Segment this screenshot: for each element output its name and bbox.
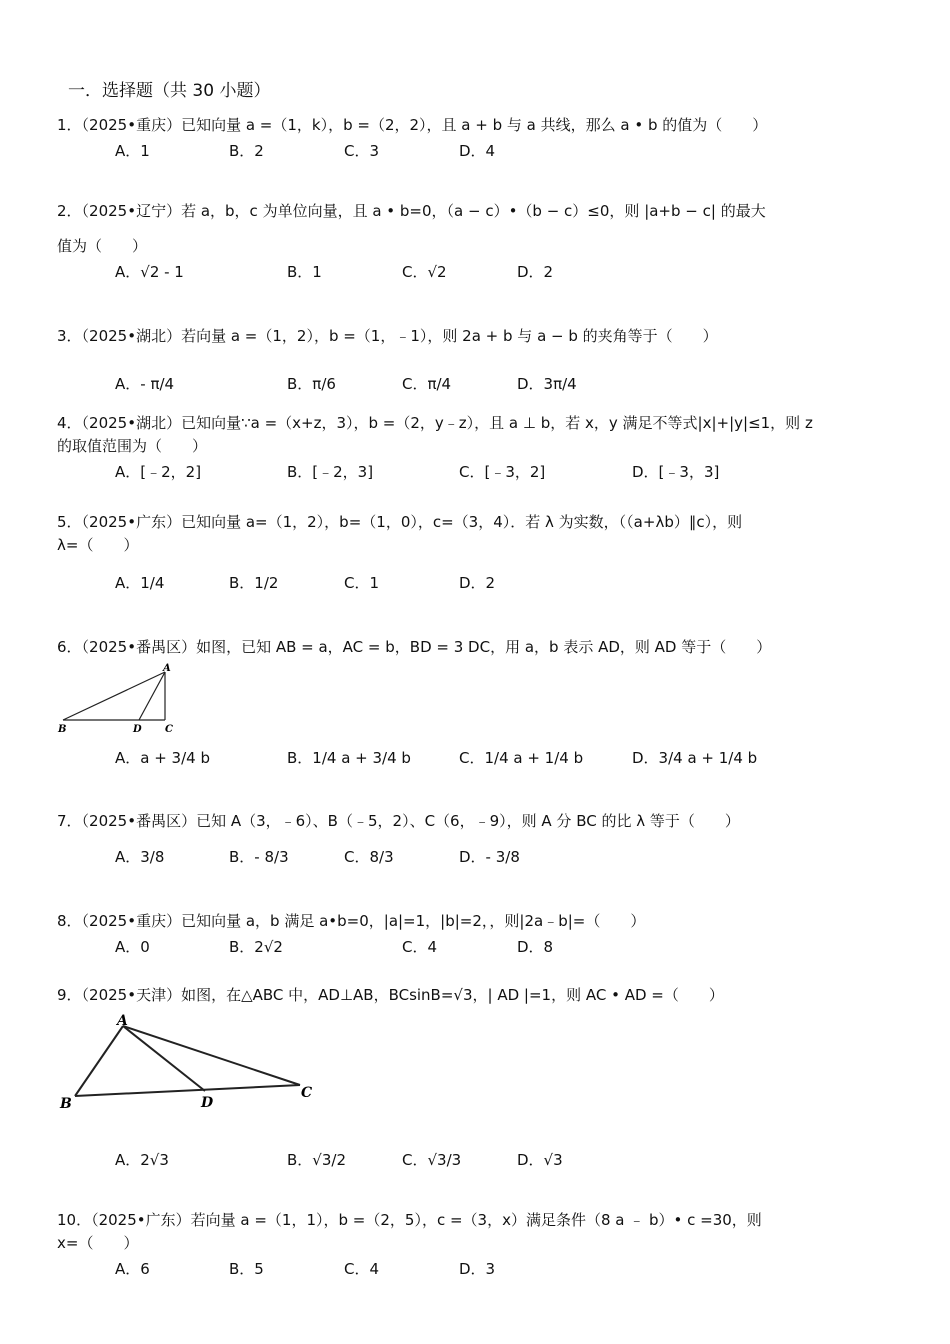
- segment-bc: [75, 1085, 300, 1096]
- option-d[interactable]: D．2: [517, 263, 554, 281]
- options: [57, 935, 897, 959]
- option-c[interactable]: C．1: [344, 574, 380, 592]
- question-6: [57, 636, 897, 659]
- option-d[interactable]: D．2: [459, 574, 496, 592]
- question-5: [57, 511, 897, 595]
- options: [57, 460, 897, 484]
- triangle-figure-q9: [55, 1012, 330, 1117]
- option-b[interactable]: B．√3/2: [287, 1151, 346, 1169]
- section-title: 一．选择题（共 30 小题）: [68, 81, 271, 101]
- option-c[interactable]: C．1/4 a + 1/4 b: [459, 749, 584, 767]
- option-c[interactable]: C．√2: [402, 263, 447, 281]
- option-a[interactable]: A．a + 3/4 b: [115, 749, 210, 767]
- option-a[interactable]: A．6: [115, 1260, 150, 1278]
- option-a[interactable]: A．3/8: [115, 848, 165, 866]
- stem-text: （2025•广东）若向量 a =（1，1），b =（2，5），c =（3，x）满足条件（8 a ﹣ b）• c =30，则: [91, 1211, 762, 1229]
- option-a[interactable]: A．2√3: [115, 1151, 169, 1169]
- question-stem: [57, 636, 897, 659]
- label-d: D: [133, 724, 142, 735]
- question-number: 9．: [57, 986, 82, 1004]
- segment-ba: [63, 672, 165, 720]
- label-b: B: [58, 724, 67, 735]
- option-b[interactable]: B．1/4 a + 3/4 b: [287, 749, 411, 767]
- option-a[interactable]: A．1: [115, 142, 150, 160]
- question-10: [57, 1209, 897, 1281]
- option-d[interactable]: D．3π/4: [517, 375, 577, 393]
- option-a[interactable]: A．[﹣2，2]: [115, 463, 202, 481]
- question-stem: [57, 412, 897, 458]
- option-c[interactable]: C．4: [402, 938, 438, 956]
- question-number: 6．: [57, 638, 82, 656]
- option-a[interactable]: A．√2 - 1: [115, 263, 184, 281]
- question-3: [57, 325, 897, 396]
- stem-text: （2025•辽宁）若 a，b，c 为单位向量，且 a • b=0，（a − c）•（b − c）≤0，则 |a+b − c| 的最大: [81, 202, 766, 220]
- stem-text: （2025•番禺区）如图，已知 AB = a，AC = b，BD = 3 DC，用 a，b 表示 AD，则 AD 等于（ ）: [81, 638, 772, 656]
- option-b[interactable]: B．[﹣2，3]: [287, 463, 374, 481]
- option-c[interactable]: C．8/3: [344, 848, 394, 866]
- stem-text-line-2: x=（ ）: [57, 1234, 139, 1252]
- options: [57, 372, 897, 396]
- option-b[interactable]: B．1/2: [229, 574, 279, 592]
- question-number: 8．: [57, 912, 82, 930]
- question-2: [57, 200, 897, 284]
- stem-text-line-2: 的取值范围为（ ）: [57, 437, 208, 455]
- question-stem: [57, 114, 897, 137]
- question-stem: [57, 511, 897, 557]
- options: [57, 139, 897, 163]
- label-a: A: [163, 663, 171, 674]
- label-b: B: [60, 1096, 72, 1112]
- option-a[interactable]: A．0: [115, 938, 150, 956]
- question-4: [57, 412, 897, 484]
- segment-ac: [123, 1026, 300, 1085]
- question-number: 3．: [57, 327, 82, 345]
- question-stem: [57, 984, 897, 1007]
- question-stem: [57, 200, 897, 258]
- option-d[interactable]: D．√3: [517, 1151, 563, 1169]
- stem-text: （2025•天津）如图，在△ABC 中，AD⊥AB，BCsinB=√3，| AD |=1，则 AC • AD =（ ）: [81, 986, 724, 1004]
- option-a[interactable]: A．1/4: [115, 574, 165, 592]
- option-b[interactable]: B．2: [229, 142, 264, 160]
- stem-text: （2025•重庆）已知向量 a，b 满足 a•b=0，|a|=1，|b|=2，，则|2a﹣b|=（ ）: [81, 912, 646, 930]
- option-c[interactable]: C．π/4: [402, 375, 452, 393]
- option-d[interactable]: D．- 3/8: [459, 848, 520, 866]
- label-c: C: [301, 1085, 313, 1101]
- option-c[interactable]: C．[﹣3，2]: [459, 463, 546, 481]
- option-b[interactable]: B．2√2: [229, 938, 283, 956]
- option-c[interactable]: C．4: [344, 1260, 380, 1278]
- label-a: A: [117, 1013, 128, 1029]
- question-number: 7．: [57, 812, 82, 830]
- option-d[interactable]: D．[﹣3，3]: [632, 463, 720, 481]
- question-6-options: [57, 744, 897, 770]
- option-d[interactable]: D．3/4 a + 1/4 b: [632, 749, 758, 767]
- question-stem: [57, 1209, 897, 1255]
- options: [57, 746, 897, 770]
- question-stem: [57, 810, 897, 833]
- stem-text: （2025•番禺区）已知 A（3，﹣6）、B（﹣5，2）、C（6，﹣9），则 A 分 BC 的比 λ 等于（ ）: [81, 812, 740, 830]
- question-1: [57, 114, 897, 163]
- stem-text: （2025•广东）已知向量 a=（1，2），b=（1，0），c=（3，4）．若 λ 为实数，（（a+λb）∥c），则: [81, 513, 743, 531]
- option-d[interactable]: D．3: [459, 1260, 496, 1278]
- question-number: 1．: [57, 116, 82, 134]
- segment-ad: [139, 672, 165, 720]
- option-d[interactable]: D．4: [459, 142, 496, 160]
- option-b[interactable]: B．5: [229, 1260, 264, 1278]
- segment-ad: [123, 1026, 205, 1091]
- option-c[interactable]: C．√3/3: [402, 1151, 462, 1169]
- question-9: [57, 984, 897, 1007]
- option-d[interactable]: D．8: [517, 938, 554, 956]
- options: [57, 1257, 897, 1281]
- question-stem: [57, 910, 897, 933]
- triangle-figure-q6: [55, 662, 185, 738]
- options: [57, 571, 897, 595]
- question-9-options: [57, 1146, 897, 1172]
- options: [57, 845, 897, 869]
- question-8: [57, 910, 897, 959]
- label-c: C: [165, 724, 173, 735]
- option-b[interactable]: B．1: [287, 263, 322, 281]
- option-b[interactable]: B．- 8/3: [229, 848, 289, 866]
- option-a[interactable]: A．- π/4: [115, 375, 175, 393]
- question-number: 5．: [57, 513, 82, 531]
- stem-text: （2025•湖北）已知向量∵a =（x+z，3），b =（2，y﹣z），且 a ⊥ b，若 x，y 满足不等式|x|+|y|≤1，则 z: [81, 414, 813, 432]
- options: [57, 1148, 897, 1172]
- question-number: 10．: [57, 1211, 92, 1229]
- question-number: 4．: [57, 414, 82, 432]
- question-number: 2．: [57, 202, 82, 220]
- stem-text: （2025•湖北）若向量 a =（1，2），b =（1，﹣1），则 2a + b 与 a − b 的夹角等于（ ）: [81, 327, 718, 345]
- option-c[interactable]: C．3: [344, 142, 380, 160]
- label-d: D: [201, 1095, 214, 1111]
- question-stem: [57, 325, 897, 348]
- segment-ba: [75, 1026, 123, 1096]
- option-b[interactable]: B．π/6: [287, 375, 336, 393]
- stem-text-line-2: 值为（ ）: [57, 237, 148, 255]
- question-7: [57, 810, 897, 869]
- stem-text-line-2: λ=（ ）: [57, 536, 139, 554]
- stem-text: （2025•重庆）已知向量 a =（1，k），b =（2，2），且 a + b 与 a 共线，那么 a • b 的值为（ ）: [81, 116, 768, 134]
- options: [57, 260, 897, 284]
